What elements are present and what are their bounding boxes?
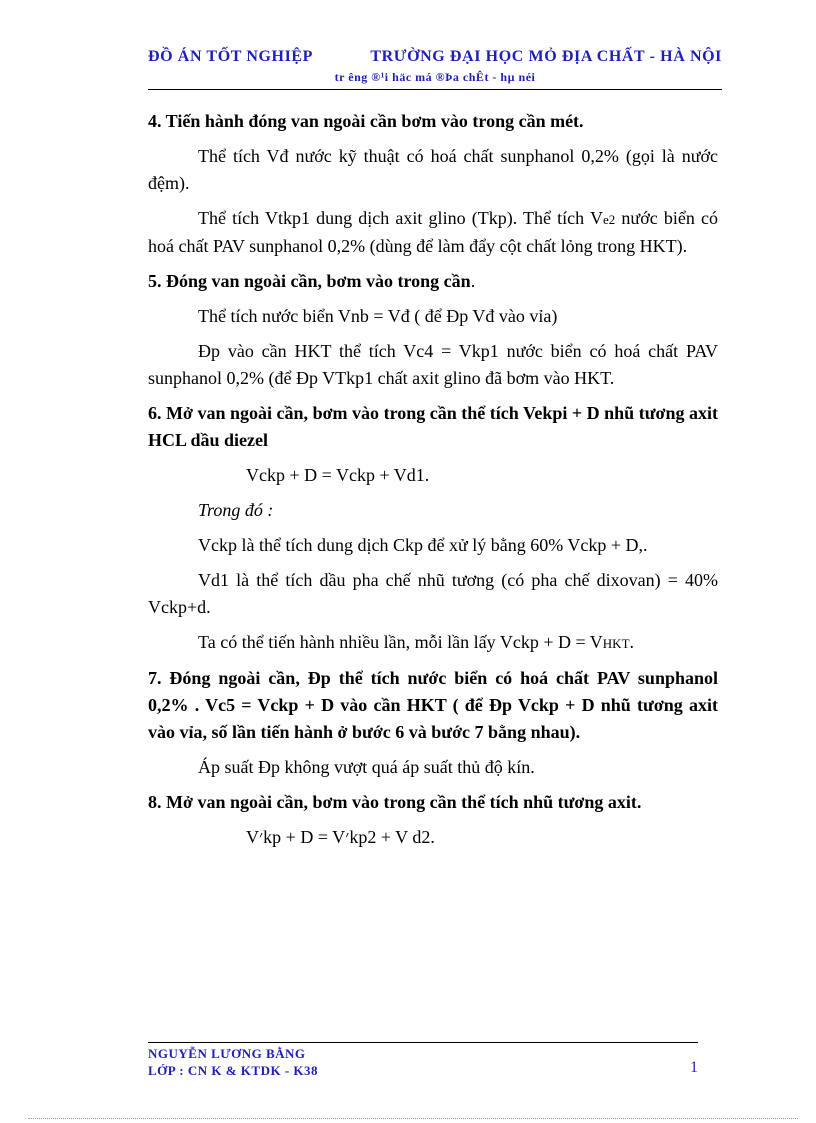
paragraph-text: . bbox=[629, 632, 635, 652]
footer-divider bbox=[148, 1042, 698, 1043]
heading-period: . bbox=[470, 271, 476, 291]
page-boundary-line bbox=[28, 1118, 798, 1119]
section-5-paragraph-1: Thể tích nước biển Vnb = Vđ ( để Đp Vđ vào vỉa) bbox=[198, 306, 558, 326]
section-4-heading: 4. Tiến hành đóng van ngoài cần bơm vào trong cần mét. bbox=[148, 111, 584, 131]
page-number: 1 bbox=[690, 1059, 698, 1076]
section-6-paragraph-1: Vckp là thể tích dung dịch Ckp để xử lý bằng 60% Vckp + D,. bbox=[198, 535, 648, 555]
header-thesis-title: ĐỒ ÁN TỐT NGHIỆP bbox=[148, 48, 314, 65]
section-4-paragraph-2 bbox=[148, 205, 718, 260]
section-7-paragraph-1: Áp suất Đp không vượt quá áp suất thủ độ kín. bbox=[198, 757, 535, 777]
section-5-heading bbox=[148, 268, 718, 295]
paragraph-text: Ta có thể tiến hành nhiều lần, mỗi lần lấy Vckp + D = V bbox=[198, 632, 603, 652]
section-8-heading: 8. Mở van ngoài cần, bơm vào trong cần thể tích nhũ tương axit. bbox=[148, 792, 642, 812]
header-garbled-university-name: tr êng ®¹i häc má ®Þa chÊt - hµ néi bbox=[334, 70, 536, 84]
footer-author-name: NGUYỄN LƯƠNG BẰNG bbox=[148, 1046, 306, 1061]
section-6-paragraph-2: Vd1 là thể tích dầu pha chế nhũ tương (có pha chế dixovan) = 40% Vckp+d. bbox=[148, 570, 718, 617]
header-divider bbox=[148, 89, 722, 90]
small-caps-text: HKT bbox=[602, 636, 630, 651]
document-body bbox=[148, 104, 718, 859]
section-6-paragraph-3 bbox=[148, 629, 718, 657]
heading-text: 5. Đóng van ngoài cần, bơm vào trong cần bbox=[148, 271, 471, 291]
paragraph-text: nước biển có hoá chất PAV sunphanol 0,2% (dùng để làm đẩy cột chất lỏng trong HKT). bbox=[148, 208, 718, 256]
page-header bbox=[148, 48, 722, 66]
section-6-where-label: Trong đó : bbox=[198, 500, 274, 520]
header-university-name: TRƯỜNG ĐẠI HỌC MỎ ĐỊA CHẤT - HÀ NỘI bbox=[370, 48, 722, 65]
section-7-heading: 7. Đóng ngoài cần, Đp thể tích nước biển có hoá chất PAV sunphanol 0,2% . Vc5 = Vckp + D vào cần HKT ( để Đp Vckp + D nhũ tương axit vào vỉa, số lần tiến hành ở bước 6 và bước 7 bằng nhau). bbox=[148, 668, 718, 742]
subscript-text: e2 bbox=[603, 212, 616, 227]
paragraph-text: Thể tích Vtkp1 dung dịch axit glino (Tkp). Thể tích V bbox=[198, 208, 603, 228]
section-6-heading: 6. Mở van ngoài cần, bơm vào trong cần thể tích Vekpi + D nhũ tương axit HCL dầu diezel bbox=[148, 403, 718, 450]
section-6-formula: Vckp + D = Vckp + Vd1. bbox=[246, 465, 430, 485]
section-4-paragraph-1: Thể tích Vđ nước kỹ thuật có hoá chất sunphanol 0,2% (gọi là nước đệm). bbox=[148, 146, 718, 193]
footer-class-info: LỚP : CN K & KTDK - K38 bbox=[148, 1063, 319, 1078]
section-5-paragraph-2: Đp vào cần HKT thể tích Vc4 = Vkp1 nước biển có hoá chất PAV sunphanol 0,2% (để Đp VTkp1 chất axit glino đã bơm vào HKT. bbox=[148, 341, 718, 388]
section-8-formula: V׳kp + D = V׳kp2 + V d2. bbox=[246, 827, 435, 847]
